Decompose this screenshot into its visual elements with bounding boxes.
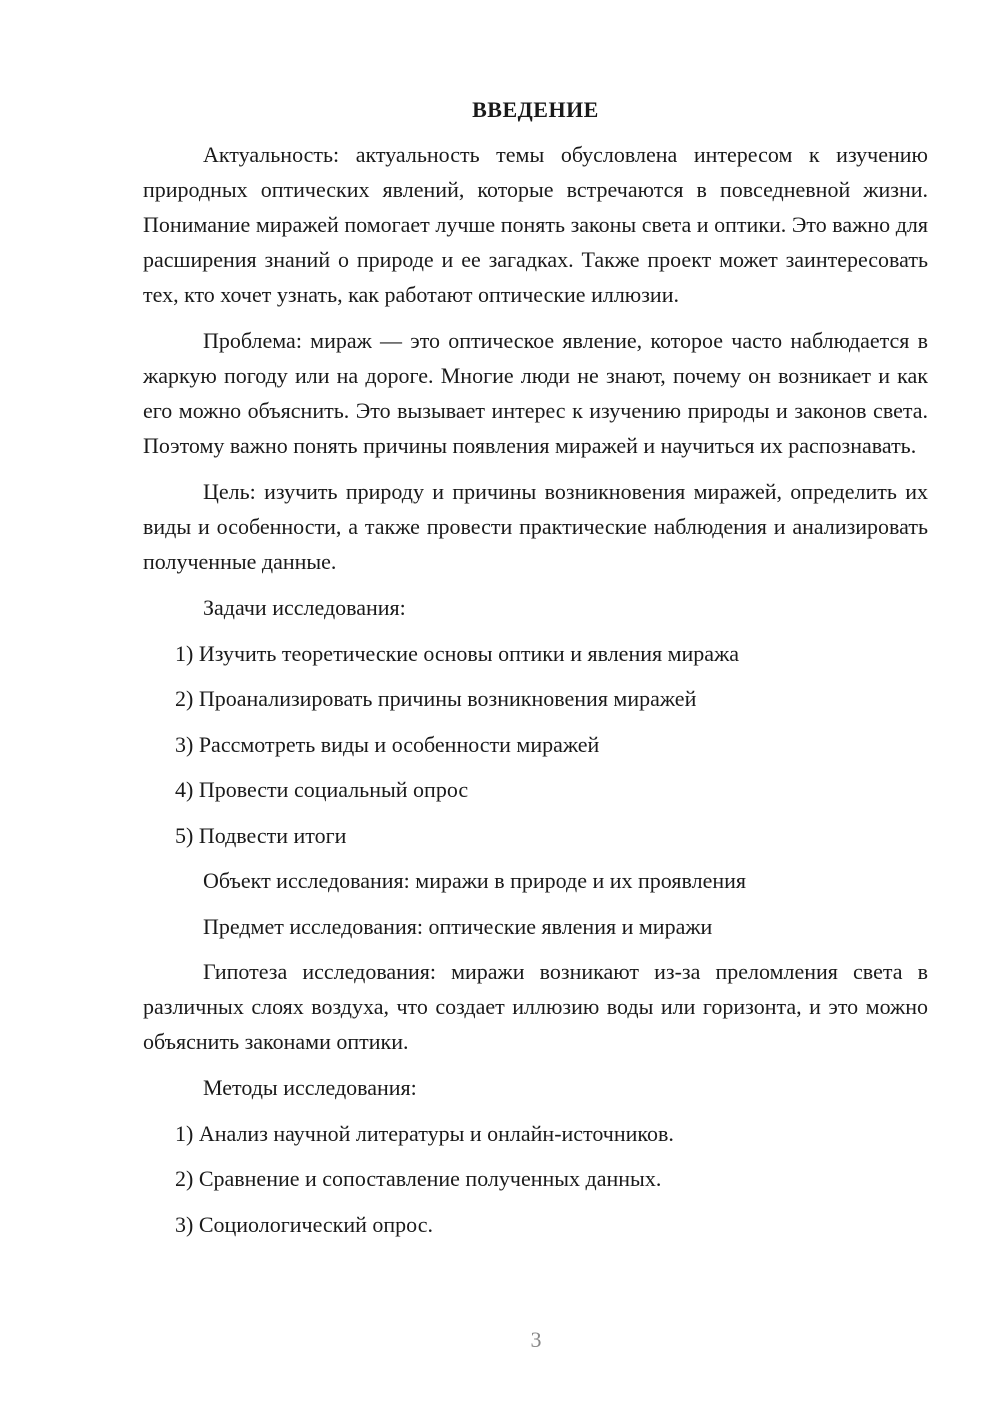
- goal-paragraph: Цель: изучить природу и причины возникновения миражей, определить их виды и особенности, а также провести практические наблюдения и анализировать полученные данные.: [143, 479, 928, 574]
- task-item-3: 3) Рассмотреть виды и особенности миражей: [175, 731, 600, 757]
- task-item-1: 1) Изучить теоретические основы оптики и явления миража: [175, 640, 740, 666]
- relevance-paragraph: Актуальность: актуальность темы обусловлена интересом к изучению природных оптических явлений, которые встречаются в повседневной жизни. Понимание миражей помогает лучше понять законы света и оптики. Это важно для расширения знаний о природе и ее загадках. Также проект может заинтересовать тех, кто хочет узнать, как работают оптические иллюзии.: [143, 142, 928, 307]
- hypothesis-paragraph: Гипотеза исследования: миражи возникают из-за преломления света в различных слоях воздуха, что создает иллюзию воды или горизонта, и это можно объяснить законами оптики.: [143, 959, 928, 1054]
- method-item-2: 2) Сравнение и сопоставление полученных данных.: [175, 1166, 662, 1191]
- tasks-heading: Задачи исследования:: [203, 595, 406, 620]
- task-item-2: 2) Проанализировать причины возникновения миражей: [175, 686, 697, 711]
- problem-paragraph: Проблема: мираж — это оптическое явление, которое часто наблюдается в жаркую погоду или на дороге. Многие люди не знают, почему он возникает и как его можно объяснить. Это вызывает интерес к изучению природы и законов света. Поэтому важно понять причины появления миражей и научиться их распознавать.: [143, 328, 928, 458]
- section-title: ВВЕДЕНИЕ: [472, 97, 599, 122]
- object-line: Объект исследования: миражи в природе и их проявления: [203, 868, 746, 893]
- method-item-1: 1) Анализ научной литературы и онлайн-источников.: [175, 1120, 674, 1146]
- task-item-4: 4) Провести социальный опрос: [175, 777, 469, 802]
- subject-line: Предмет исследования: оптические явления и миражи: [203, 913, 713, 939]
- document-page: [143, 92, 928, 1252]
- methods-heading: Методы исследования:: [203, 1075, 417, 1100]
- page-number: 3: [530, 1327, 542, 1352]
- task-item-5: 5) Подвести итоги: [175, 822, 347, 848]
- method-item-3: 3) Социологический опрос.: [175, 1211, 433, 1237]
